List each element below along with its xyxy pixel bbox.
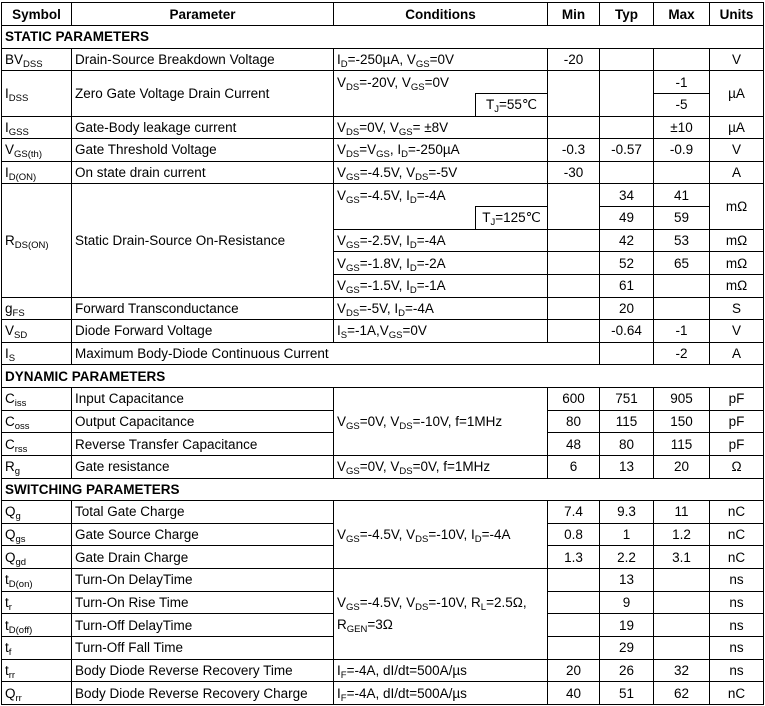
symbol-cell: $t_f$ (2, 636, 72, 659)
min-cell: 20 (548, 659, 600, 682)
typ-cell: 9.3 (600, 501, 654, 524)
parameter-cell: Input Capacitance (72, 388, 334, 411)
unit-cell: mΩ (710, 274, 764, 297)
unit-cell: mΩ (710, 252, 764, 275)
max-cell: 1.2 (654, 523, 710, 546)
symbol-cell: $I_{D(ON)}$ (2, 161, 72, 184)
section-dynamic: DYNAMIC PARAMETERS (2, 365, 764, 388)
max-cell: 3.1 (654, 546, 710, 569)
min-cell (548, 636, 600, 659)
symbol-cell: $BV_{DSS}$ (2, 48, 72, 71)
electrical-characteristics-table (1, 2, 764, 705)
parameter-cell: Reverse Transfer Capacitance (72, 433, 334, 456)
max-cell: 41 (654, 184, 710, 207)
conditions-cell: $V_{GS}=0V$, $V_{DS}=-10V$, f=1MHz (334, 388, 548, 456)
symbol-cell: $C_{oss}$ (2, 410, 72, 433)
min-cell: 0.8 (548, 523, 600, 546)
min-cell: 40 (548, 682, 600, 705)
table-row (2, 161, 764, 184)
symbol-cell: $I_S$ (2, 342, 72, 365)
parameter-cell: Drain-Source Breakdown Voltage (72, 48, 334, 71)
header-row (2, 3, 764, 26)
typ-cell: 115 (600, 410, 654, 433)
table-row (2, 297, 764, 320)
min-cell: 600 (548, 388, 600, 411)
max-cell: -5 (654, 93, 710, 116)
min-cell: -30 (548, 161, 600, 184)
min-cell: -0.3 (548, 139, 600, 162)
symbol-cell: $Q_{rr}$ (2, 682, 72, 705)
typ-cell (600, 161, 654, 184)
max-cell: -1 (654, 320, 710, 343)
header-conditions: Conditions (334, 3, 548, 26)
symbol-cell: $t_{D(on)}$ (2, 569, 72, 592)
max-cell (654, 569, 710, 592)
typ-cell: 29 (600, 636, 654, 659)
unit-cell: mΩ (710, 184, 764, 229)
max-cell: 62 (654, 682, 710, 705)
symbol-cell: $t_{rr}$ (2, 659, 72, 682)
min-cell (548, 614, 600, 637)
typ-cell (600, 116, 654, 139)
unit-cell: nC (710, 546, 764, 569)
min-cell: -20 (548, 48, 600, 71)
unit-cell: V (710, 139, 764, 162)
header-max: Max (654, 3, 710, 26)
parameter-cell: Gate Drain Charge (72, 546, 334, 569)
unit-cell: A (710, 161, 764, 184)
conditions-cell: $V_{GS}=-1.8V$, $I_D=-2A$ (334, 252, 548, 275)
symbol-cell: $Q_{gd}$ (2, 546, 72, 569)
unit-cell: pF (710, 410, 764, 433)
table-row (2, 71, 764, 94)
typ-cell: 13 (600, 455, 654, 478)
typ-cell: 2.2 (600, 546, 654, 569)
parameter-cell: Gate Threshold Voltage (72, 139, 334, 162)
conditions-cell: $V_{GS}=-4.5V$, $V_{DS}=-10V$, $I_D=-4A$ (334, 501, 548, 569)
table-row (2, 682, 764, 705)
max-cell (654, 297, 710, 320)
conditions-cell: $I_D=-250\mu A$, $V_{GS}=0V$ (334, 48, 548, 71)
typ-cell: 34 (600, 184, 654, 207)
typ-cell (600, 71, 654, 116)
unit-cell: pF (710, 388, 764, 411)
tj-condition-cell: $T_J=125℃$ (476, 207, 548, 230)
conditions-cell: $V_{GS}=-4.5V$, $V_{DS}=-10V$, $R_L=2.5\Omega$, $R_{GEN}=3\Omega$ (334, 569, 548, 660)
max-cell: 20 (654, 455, 710, 478)
table-row (2, 342, 764, 365)
typ-cell: -0.64 (600, 320, 654, 343)
section-row (2, 478, 764, 501)
conditions-cell: $V_{DS}=V_{GS}$, $I_D=-250\mu A$ (334, 139, 548, 162)
conditions-cell: $I_F=-4A$, dI/dt=500A/µs (334, 659, 548, 682)
section-static: STATIC PARAMETERS (2, 26, 764, 49)
max-cell: -1 (654, 71, 710, 94)
symbol-cell: $R_{DS(ON)}$ (2, 184, 72, 297)
parameter-cell: Forward Transconductance (72, 297, 334, 320)
parameter-cell: Turn-Off DelayTime (72, 614, 334, 637)
unit-cell: µA (710, 116, 764, 139)
min-cell (548, 71, 600, 116)
min-cell (548, 229, 600, 252)
typ-cell: 42 (600, 229, 654, 252)
max-cell (654, 636, 710, 659)
typ-cell: 51 (600, 682, 654, 705)
unit-cell: ns (710, 614, 764, 637)
symbol-cell: $R_g$ (2, 455, 72, 478)
typ-cell: 1 (600, 523, 654, 546)
unit-cell: V (710, 320, 764, 343)
max-cell: -0.9 (654, 139, 710, 162)
max-cell: ±10 (654, 116, 710, 139)
conditions-spacer (334, 93, 476, 116)
header-min: Min (548, 3, 600, 26)
table-row (2, 48, 764, 71)
unit-cell: ns (710, 569, 764, 592)
conditions-cell: $V_{GS}=-1.5V$, $I_D=-1A$ (334, 274, 548, 297)
min-cell: 6 (548, 455, 600, 478)
symbol-cell: $C_{iss}$ (2, 388, 72, 411)
typ-cell: 49 (600, 207, 654, 230)
parameter-cell: Maximum Body-Diode Continuous Current (72, 342, 548, 365)
typ-cell: 26 (600, 659, 654, 682)
symbol-cell: $t_r$ (2, 591, 72, 614)
symbol-cell: $I_{DSS}$ (2, 71, 72, 116)
unit-cell: nC (710, 501, 764, 524)
min-cell (548, 320, 600, 343)
parameter-cell: Diode Forward Voltage (72, 320, 334, 343)
table-row (2, 501, 764, 524)
conditions-cell: $V_{DS}=0V$, $V_{GS}= \pm 8V$ (334, 116, 548, 139)
min-cell (548, 252, 600, 275)
section-switching: SWITCHING PARAMETERS (2, 478, 764, 501)
table-row (2, 659, 764, 682)
parameter-cell: Gate-Body leakage current (72, 116, 334, 139)
symbol-cell: $t_{D(off)}$ (2, 614, 72, 637)
unit-cell: V (710, 48, 764, 71)
symbol-cell: $C_{rss}$ (2, 433, 72, 456)
parameter-cell: Body Diode Reverse Recovery Charge (72, 682, 334, 705)
conditions-cell: $I_F=-4A$, dI/dt=500A/µs (334, 682, 548, 705)
parameter-cell: On state drain current (72, 161, 334, 184)
min-cell (548, 116, 600, 139)
conditions-cell: $I_S=-1A,V_{GS}=0V$ (334, 320, 548, 343)
symbol-cell: $Q_g$ (2, 501, 72, 524)
max-cell: 59 (654, 207, 710, 230)
max-cell (654, 161, 710, 184)
typ-cell: 52 (600, 252, 654, 275)
header-symbol: Symbol (2, 3, 72, 26)
conditions-cell: $V_{DS}=-20V$, $V_{GS}=0V$ (334, 71, 548, 94)
unit-cell: Ω (710, 455, 764, 478)
parameter-cell: Turn-Off Fall Time (72, 636, 334, 659)
typ-cell: 751 (600, 388, 654, 411)
min-cell: 80 (548, 410, 600, 433)
conditions-cell: $V_{DS}=-5V$, $I_D=-4A$ (334, 297, 548, 320)
max-cell: -2 (654, 342, 710, 365)
unit-cell: A (710, 342, 764, 365)
unit-cell: pF (710, 433, 764, 456)
max-cell (654, 274, 710, 297)
max-cell (654, 614, 710, 637)
typ-cell: 9 (600, 591, 654, 614)
typ-cell: 20 (600, 297, 654, 320)
min-cell: 48 (548, 433, 600, 456)
unit-cell: ns (710, 636, 764, 659)
parameter-cell: Turn-On DelayTime (72, 569, 334, 592)
typ-cell: 19 (600, 614, 654, 637)
min-cell: 1.3 (548, 546, 600, 569)
conditions-cell: $V_{GS}=-2.5V$, $I_D=-4A$ (334, 229, 548, 252)
parameter-cell: Output Capacitance (72, 410, 334, 433)
section-row (2, 26, 764, 49)
typ-cell (600, 342, 654, 365)
min-cell (548, 274, 600, 297)
conditions-cell: $V_{GS}=-4.5V$, $V_{DS}=-5V$ (334, 161, 548, 184)
min-cell (548, 184, 600, 229)
unit-cell: mΩ (710, 229, 764, 252)
parameter-cell: Total Gate Charge (72, 501, 334, 524)
table-row (2, 388, 764, 411)
table-row (2, 116, 764, 139)
unit-cell: nC (710, 682, 764, 705)
unit-cell: S (710, 297, 764, 320)
section-row (2, 365, 764, 388)
typ-cell: 13 (600, 569, 654, 592)
header-units: Units (710, 3, 764, 26)
parameter-cell: Turn-On Rise Time (72, 591, 334, 614)
max-cell: 11 (654, 501, 710, 524)
max-cell: 150 (654, 410, 710, 433)
table-row (2, 320, 764, 343)
typ-cell (600, 48, 654, 71)
typ-cell: 61 (600, 274, 654, 297)
min-cell (548, 297, 600, 320)
symbol-cell: $g_{FS}$ (2, 297, 72, 320)
unit-cell: ns (710, 659, 764, 682)
table-row (2, 455, 764, 478)
table-row (2, 139, 764, 162)
parameter-cell: Static Drain-Source On-Resistance (72, 184, 334, 297)
parameter-cell: Gate Source Charge (72, 523, 334, 546)
parameter-cell: Gate resistance (72, 455, 334, 478)
max-cell: 65 (654, 252, 710, 275)
parameter-cell: Zero Gate Voltage Drain Current (72, 71, 334, 116)
parameter-cell: Body Diode Reverse Recovery Time (72, 659, 334, 682)
symbol-cell: $Q_{gs}$ (2, 523, 72, 546)
min-cell (548, 569, 600, 592)
symbol-cell: $V_{GS(th)}$ (2, 139, 72, 162)
max-cell (654, 591, 710, 614)
tj-condition-cell: $T_J=55℃$ (476, 93, 548, 116)
conditions-cell: $V_{GS}=0V$, $V_{DS}=0V$, f=1MHz (334, 455, 548, 478)
unit-cell: µA (710, 71, 764, 116)
max-cell: 115 (654, 433, 710, 456)
symbol-cell: $I_{GSS}$ (2, 116, 72, 139)
conditions-spacer (334, 207, 476, 230)
min-cell (548, 591, 600, 614)
max-cell: 53 (654, 229, 710, 252)
typ-cell: 80 (600, 433, 654, 456)
unit-cell: ns (710, 591, 764, 614)
table-row (2, 184, 764, 207)
header-parameter: Parameter (72, 3, 334, 26)
unit-cell: nC (710, 523, 764, 546)
typ-cell: -0.57 (600, 139, 654, 162)
max-cell: 905 (654, 388, 710, 411)
header-typ: Typ (600, 3, 654, 26)
min-cell (548, 342, 600, 365)
min-cell: 7.4 (548, 501, 600, 524)
symbol-cell: $V_{SD}$ (2, 320, 72, 343)
table-row (2, 569, 764, 592)
max-cell: 32 (654, 659, 710, 682)
max-cell (654, 48, 710, 71)
conditions-cell: $V_{GS}=-4.5V$, $I_D=-4A$ (334, 184, 548, 207)
